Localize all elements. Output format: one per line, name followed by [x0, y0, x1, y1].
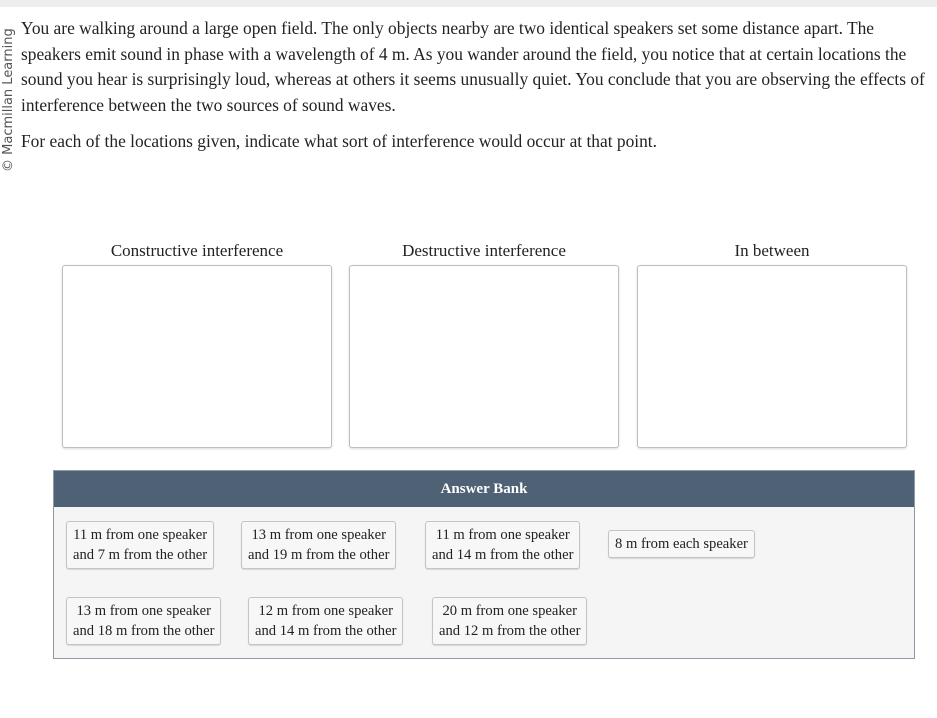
top-strip — [0, 0, 937, 7]
answer-chip-line: and 18 m from the other — [73, 623, 215, 639]
answer-chip[interactable] — [248, 597, 403, 645]
answer-chip[interactable] — [425, 521, 580, 569]
answer-chip-line: and 12 m from the other — [439, 623, 581, 639]
answer-bank-title: Answer Bank — [54, 471, 914, 507]
answer-chip-line: 11 m from one speaker — [73, 527, 208, 543]
answer-chip-line: and 19 m from the other — [248, 547, 390, 563]
answer-chip[interactable] — [432, 597, 587, 645]
answer-chip-line: 8 m from each speaker — [615, 536, 748, 552]
question-paragraph: You are walking around a large open field. The only objects nearby are two identical speakers set some distance apart. The speakers emit sound in phase with a wavelength of 4 m. As you wander around the field, you notice that at certain locations the sound you hear is surprisingly loud, whereas at others it seems unusually quiet. You conclude that you are observing the effects of interference between the two sources of sound waves. — [21, 18, 925, 115]
drop-zone-destructive[interactable] — [349, 265, 619, 448]
target-label-destructive: Destructive interference — [402, 241, 566, 260]
answer-bank — [53, 470, 915, 659]
answer-chip-line: 20 m from one speaker — [442, 603, 577, 619]
answer-chip[interactable] — [66, 521, 214, 569]
answer-chip-line: and 14 m from the other — [432, 547, 574, 563]
question-text — [21, 16, 937, 155]
target-label-in-between: In between — [734, 241, 810, 260]
answer-chip-line: 11 m from one speaker — [435, 527, 570, 543]
answer-chip[interactable] — [66, 597, 221, 645]
answer-chip-line: 12 m from one speaker — [258, 603, 393, 619]
answer-chip[interactable] — [608, 530, 755, 558]
answer-chip-line: and 7 m from the other — [73, 547, 208, 563]
question-instruction: For each of the locations given, indicate what sort of interference would occur at that point. — [21, 131, 657, 152]
answer-chip-line: and 14 m from the other — [255, 623, 397, 639]
answer-chip-line: 13 m from one speaker — [251, 527, 386, 543]
drop-zone-in-between[interactable] — [637, 265, 907, 448]
answer-chip-line: 13 m from one speaker — [76, 603, 211, 619]
answer-chip[interactable] — [241, 521, 396, 569]
copyright-watermark: © Macmillan Learning — [1, 28, 16, 172]
target-label-constructive: Constructive interference — [110, 241, 284, 260]
drop-zone-constructive[interactable] — [62, 265, 332, 448]
